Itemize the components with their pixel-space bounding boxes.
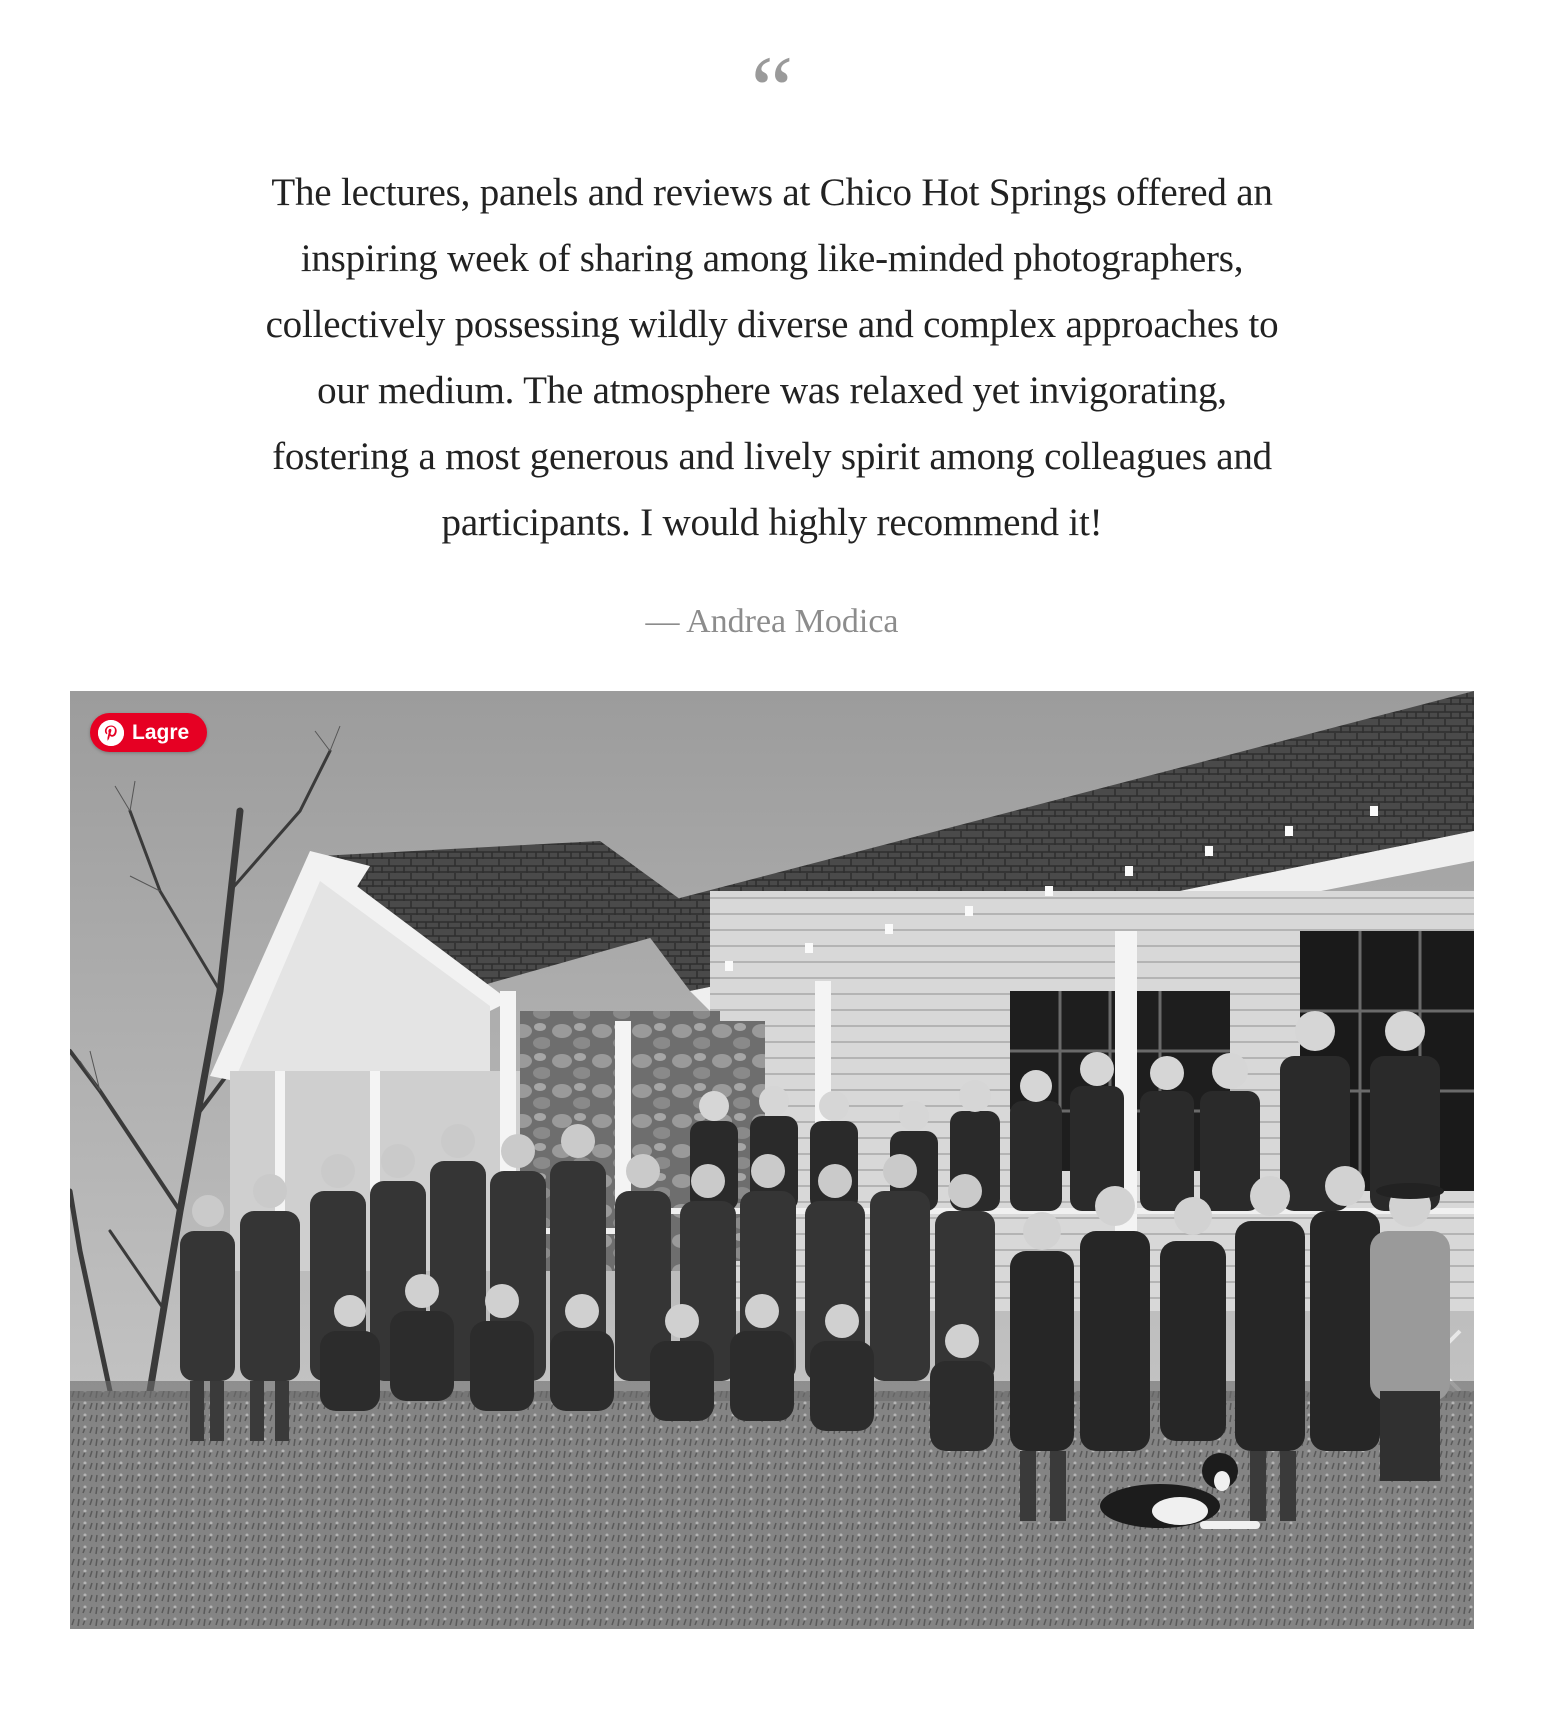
group-photo-illustration	[70, 691, 1474, 1629]
quote-mark-icon: “	[750, 36, 794, 143]
group-photo	[70, 691, 1474, 1629]
testimonial-text: The lectures, panels and reviews at Chico Hot Springs offered an inspiring week of sharing among like-minded photographers, collectively possessing wildly diverse and complex approaches to our medium. The atmosphere was relaxed yet invigorating, fostering a most generous and lively spirit among colleagues and participants. I would highly recommend it!	[265, 171, 1279, 544]
pinterest-save-label: Lagre	[132, 720, 190, 744]
testimonial-author: — Andrea Modica	[645, 603, 899, 640]
pinterest-icon	[98, 720, 124, 746]
pinterest-save-button[interactable]	[90, 713, 207, 752]
